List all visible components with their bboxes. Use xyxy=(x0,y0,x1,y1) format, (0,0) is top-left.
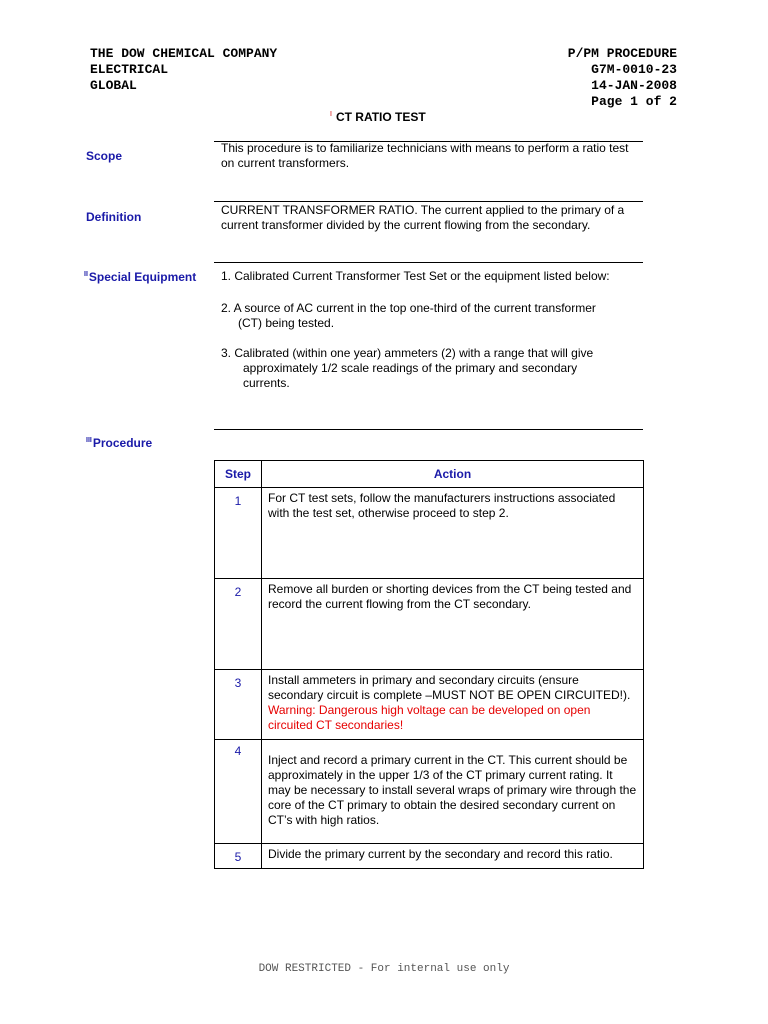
step-action: For CT test sets, follow the manufacturers instructions associated with the test set, otherwise proceed to step 2. xyxy=(262,488,644,579)
step-number: 3 xyxy=(215,670,262,740)
step-action: Remove all burden or shorting devices from the CT being tested and record the current flowing from the CT secondary. xyxy=(262,579,644,670)
doc-date: 14-JAN-2008 xyxy=(591,78,677,93)
equipment-item: 1. Calibrated Current Transformer Test Set or the equipment listed below: xyxy=(221,269,610,283)
special-equipment-label: $^{II}$Special Equipment xyxy=(84,270,197,284)
table-row xyxy=(215,488,644,579)
table-row xyxy=(215,670,644,740)
page-title xyxy=(330,110,426,124)
definition-text: CURRENT TRANSFORMER RATIO. The current applied to the primary of a current transformer divided by the current flowing from the secondary. xyxy=(221,203,625,232)
step-action: Inject and record a primary current in the CT. This current should be approximately in the upper 1/3 of the CT primary current rating. It may be necessary to install several wraps of primary wire through the core of the CT primary to obtain the desired secondary current on CT’s with high ratios. xyxy=(262,740,644,844)
table-row xyxy=(215,740,644,844)
scope-label: Scope xyxy=(86,149,123,163)
department: ELECTRICAL xyxy=(90,62,169,77)
warning-text: Warning: Dangerous high voltage can be developed on open circuited CT secondaries! xyxy=(268,703,591,732)
step-number: 4 xyxy=(215,740,262,844)
section-divider xyxy=(214,262,643,263)
revision-marker: I xyxy=(330,111,332,118)
revision-marker: II xyxy=(84,271,88,278)
table-row xyxy=(215,579,644,670)
step-number: 2 xyxy=(215,579,262,670)
section-divider xyxy=(214,429,643,430)
region: GLOBAL xyxy=(90,78,137,93)
scope-text: This procedure is to familiarize technicians with means to perform a ratio test on current transformers. xyxy=(221,141,629,170)
column-header-action: Action xyxy=(262,461,644,488)
table-header-row xyxy=(215,461,644,488)
page-number: Page 1 of 2 xyxy=(591,94,677,109)
company-name: THE DOW CHEMICAL COMPANY xyxy=(90,46,278,61)
table-row xyxy=(215,844,644,869)
title-text: CT RATIO TEST xyxy=(335,110,426,124)
procedure-label: $^{III}$Procedure xyxy=(86,436,153,450)
doc-type: P/PM PROCEDURE xyxy=(567,46,677,61)
step-action: Divide the primary current by the secondary and record this ratio. xyxy=(262,844,644,869)
header-right xyxy=(568,46,677,110)
footer-notice: DOW RESTRICTED - For internal use only xyxy=(258,963,510,975)
header-left xyxy=(90,46,277,94)
revision-marker: III xyxy=(86,437,92,444)
doc-number: G7M-0010-23 xyxy=(591,62,677,77)
step-number: 5 xyxy=(215,844,262,869)
procedure-table xyxy=(214,460,644,869)
section-divider xyxy=(214,201,643,202)
step-number: 1 xyxy=(215,488,262,579)
equipment-item: 2. A source of AC current in the top one-third of the current transformer (CT) being tested. xyxy=(221,301,596,330)
column-header-step: Step xyxy=(215,461,262,488)
definition-label: Definition xyxy=(86,210,142,224)
equipment-item: 3. Calibrated (within one year) ammeters (2) with a range that will give approximately 1/2 scale readings of the primary and secondary currents. xyxy=(221,346,594,390)
step-action: Install ammeters in primary and secondary circuits (ensure secondary circuit is complete –MUST NOT BE OPEN CIRCUITED!). Warning: Dangerous high voltage can be developed on open circuited CT secondaries! xyxy=(262,670,644,740)
